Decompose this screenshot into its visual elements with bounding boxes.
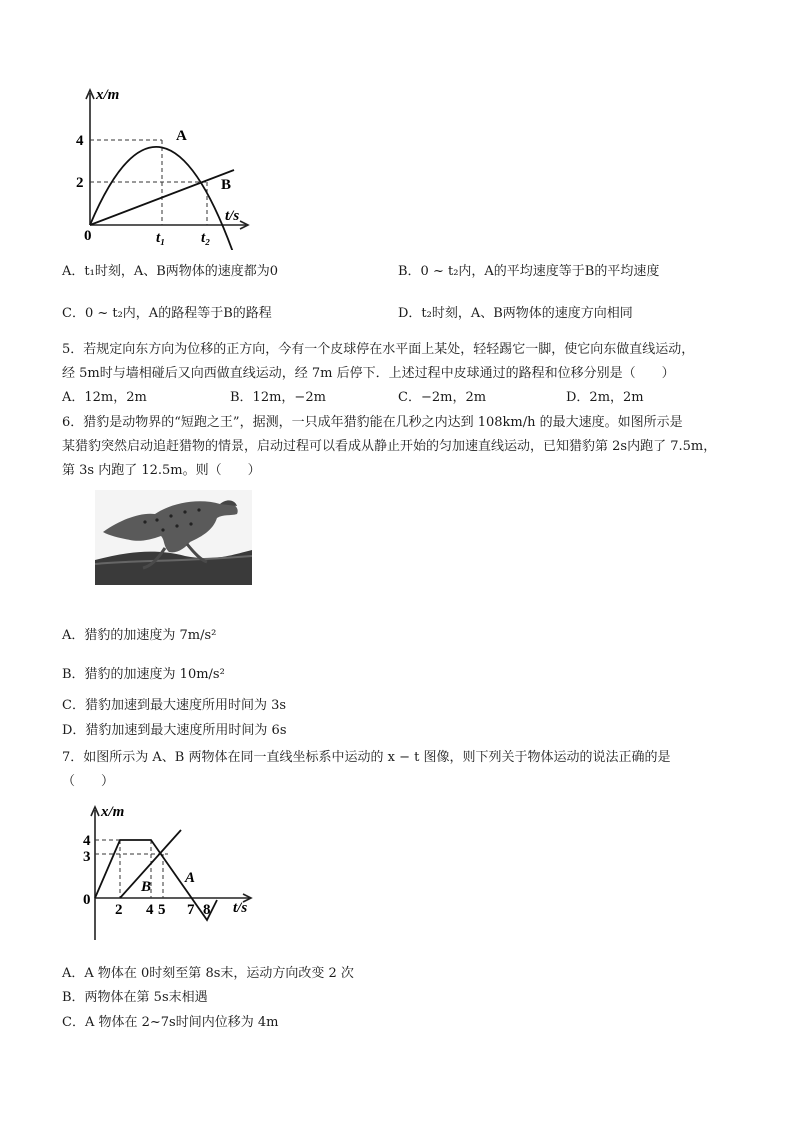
x-tick-t1: t₁ — [156, 230, 166, 246]
q7-option-c: C．A 物体在 2~7s时间内位移为 4m — [62, 1015, 279, 1030]
curve-label-B: B — [141, 879, 152, 895]
cheetah-image — [95, 490, 252, 585]
q5-option-b: B．12m，−2m — [230, 390, 326, 405]
curve-label-A: A — [185, 870, 196, 886]
y-axis-label: x/m — [96, 87, 120, 103]
y-tick-2: 2 — [76, 175, 84, 191]
y-tick-3: 3 — [83, 849, 91, 865]
q6-option-d: D．猎豹加速到最大速度所用时间为 6s — [62, 723, 287, 738]
x-tick-2: 2 — [115, 902, 123, 918]
q7-stem-line1: 7．如图所示为 A、B 两物体在同一直线坐标系中运动的 x − t 图像，则下列关于物体运动的说法正确的是 — [62, 750, 671, 765]
q6-stem-line3: 第 3s 内跑了 12.5m。则（ ） — [62, 463, 261, 478]
q5-stem-line2: 经 5m时与墙相碰后又向西做直线运动，经 7m 后停下．上述过程中皮球通过的路程和位移分别是（ ） — [62, 366, 675, 381]
q4-option-a: A．t₁时刻，A、B两物体的速度都为0 — [62, 264, 279, 279]
line-A — [95, 840, 217, 920]
q6-stem-line1: 6．猎豹是动物界的“短跑之王”，据测，一只成年猎豹能在几秒之内达到 108km/h 的最大速度。如图所示是 — [62, 415, 683, 430]
x-tick-7: 7 — [187, 902, 195, 918]
q7-option-a: A．A 物体在 0时刻至第 8s末，运动方向改变 2 次 — [62, 966, 354, 981]
q4-option-c: C．0 ~ t₂内，A的路程等于B的路程 — [62, 306, 272, 321]
q6-option-b: B．猎豹的加速度为 10m/s² — [62, 667, 225, 682]
x-tick-5: 5 — [158, 902, 166, 918]
q4-option-b: B．0 ~ t₂内，A的平均速度等于B的平均速度 — [398, 264, 660, 279]
x-axis-label: t/s — [233, 900, 248, 916]
x-t-graph-1 — [70, 85, 250, 250]
x-tick-t2: t₂ — [201, 230, 211, 246]
q6-option-a: A．猎豹的加速度为 7m/s² — [62, 628, 217, 643]
curve-label-B: B — [221, 177, 232, 193]
q4-option-d: D．t₂时刻，A、B两物体的速度方向相同 — [398, 306, 633, 321]
q6-stem-line2: 某猎豹突然启动追赶猎物的情景，启动过程可以看成从静止开始的匀加速直线运动，已知猎豹第 2s内跑了 7.5m， — [62, 439, 717, 454]
curve-label-A: A — [176, 128, 187, 144]
q5-option-c: C．−2m，2m — [398, 390, 487, 405]
x-axis-label: t/s — [225, 208, 240, 224]
y-axis-label: x/m — [101, 804, 125, 820]
y-tick-4: 4 — [76, 133, 84, 149]
y-tick-4: 4 — [83, 833, 91, 849]
x-tick-8: 8 — [203, 902, 211, 918]
origin-label: 0 — [83, 892, 91, 908]
q5-stem-line1: 5．若规定向东方向为位移的正方向，今有一个皮球停在水平面上某处，轻轻踢它一脚，使它向东做直线运动， — [62, 342, 695, 357]
q5-option-d: D．2m，2m — [566, 390, 644, 405]
q6-option-c: C．猎豹加速到最大速度所用时间为 3s — [62, 698, 287, 713]
q7-option-b: B．两物体在第 5s末相遇 — [62, 990, 208, 1005]
origin-label: 0 — [84, 228, 92, 244]
cheetah-photo — [95, 490, 252, 585]
x-t-graph-2 — [75, 800, 260, 948]
x-tick-4: 4 — [146, 902, 154, 918]
q5-option-a: A．12m，2m — [62, 390, 147, 405]
q7-stem-line2: （ ） — [62, 774, 115, 789]
